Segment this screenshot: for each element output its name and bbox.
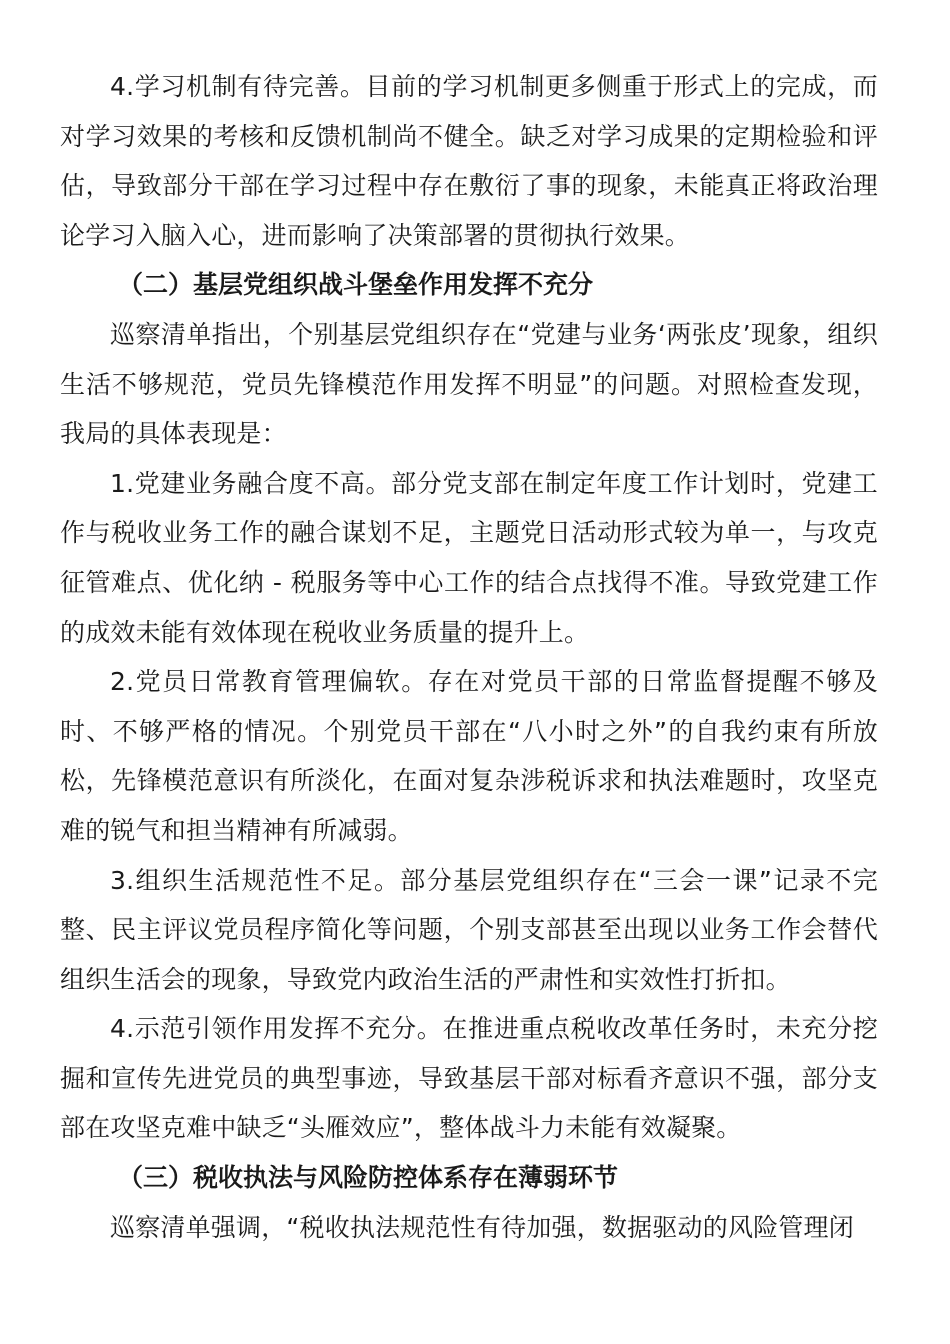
paragraph-member-management: 2.党员日常教育管理偏软。存在对党员干部的日常监督提醒不够及时、不够严格的情况。个别党员干部在“八小时之外”的自我约束有所放松，先锋模范意识有所淡化，在面对复杂涉税诉求和执法难题时，攻坚克难的锐气和担当精神有所减弱。 bbox=[60, 667, 878, 845]
section-heading-3: （三）税收执法与风险防控体系存在薄弱环节 bbox=[118, 1163, 619, 1193]
paragraph-inspection-findings: 巡察清单指出，个别基层党组织存在“党建与业务‘两张皮’现象，组织生活不够规范，党员先锋模范作用发挥不明显”的问题。对照检查发现，我局的具体表现是： bbox=[60, 319, 878, 449]
paragraph-demonstration: 4.示范引领作用发挥不充分。在推进重点税收改革任务时，未充分挖掘和宣传先进党员的典型事迹，导致基层干部对标看齐意识不强，部分支部在攻坚克难中缺乏“头雁效应”，整体战斗力未能有效凝聚。 bbox=[60, 1014, 878, 1143]
document-page bbox=[60, 62, 878, 1252]
paragraph-tax-enforcement: 巡察清单强调，“税收执法规范性有待加强，数据驱动的风险管理闭 bbox=[110, 1212, 854, 1242]
section-heading-2: （二）基层党组织战斗堡垒作用发挥不充分 bbox=[118, 270, 594, 300]
paragraph-learning-mechanism: 4.学习机制有待完善。目前的学习机制更多侧重于形式上的完成，而对学习效果的考核和反馈机制尚不健全。缺乏对学习成果的定期检验和评估，导致部分干部在学习过程中存在敷衍了事的现象，未能真正将政治理论学习入脑入心，进而影响了决策部署的贯彻执行效果。 bbox=[60, 72, 878, 250]
paragraph-organization-life: 3.组织生活规范性不足。部分基层党组织存在“三会一课”记录不完整、民主评议党员程序简化等问题，个别支部甚至出现以业务工作会替代组织生活会的现象，导致党内政治生活的严肃性和实效性打折扣。 bbox=[60, 865, 878, 994]
paragraph-integration: 1.党建业务融合度不高。部分党支部在制定年度工作计划时，党建工作与税收业务工作的融合谋划不足，主题党日活动形式较为单一，与攻克征管难点、优化纳 - 税服务等中心工作的结合点找得不准。导致党建工作的成效未能有效体现在税收业务质量的提升上。 bbox=[60, 468, 878, 647]
